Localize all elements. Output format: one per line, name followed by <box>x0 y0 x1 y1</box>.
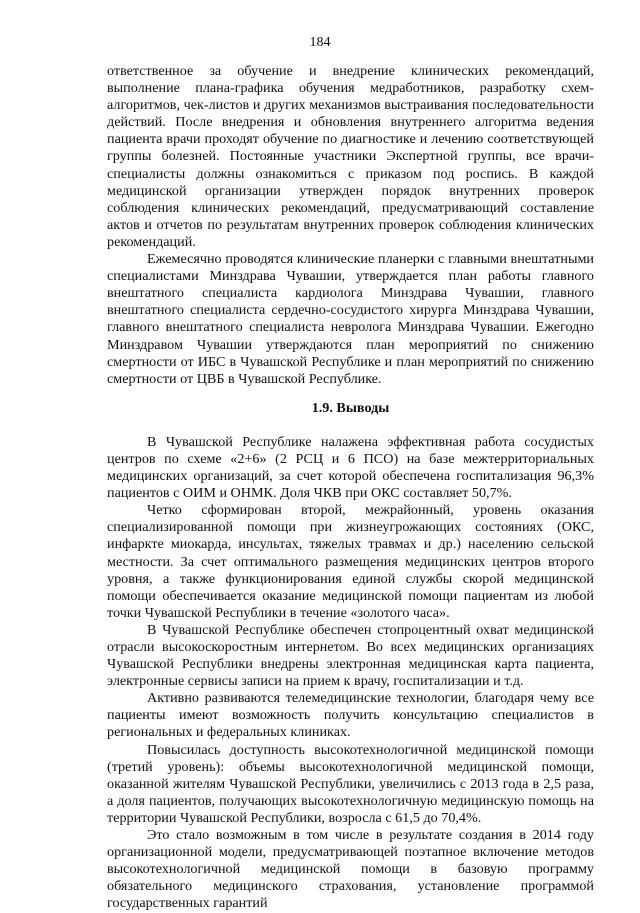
paragraph-telemedicine: Активно развиваются телемедицинские технологии, благодаря чему все пациенты имеют возможность получить консультацию специалистов в региональных и федеральных клиниках. <box>107 690 594 741</box>
paragraph-second-level-care: Четко сформирован второй, межрайонный, уровень оказания специализированной помощи при жизнеугрожающих состояниях (ОКС, инфаркте миокарда, инсультах, тяжелых травмах и др.) населению сельской местности. За счет оптимального размещения медицинских центров второго уровня, а также функционирования единой службы скорой медицинской помощи обеспечивается оказание медицинской помощи пациентам из любой точки Чувашской Республики в течение «золотого часа». <box>107 502 594 621</box>
section-heading-conclusions: 1.9. Выводы <box>311 399 390 416</box>
paragraph-monthly-meetings: Ежемесячно проводятся клинические планерки с главными внештатными специалистами Минздрава Чувашии, утверждается план работы главного внештатного специалиста кардиолога Минздрава Чувашии, главного внештатного специалиста сердечно-сосудистого хирурга Минздрава Чувашии, главного внештатного специалиста невролога Минздрава Чувашии. Ежегодно Минздравом Чувашии утверждаются план мероприятий по снижению смертности от ИБС в Чувашской Республике и план мероприятий по снижению смертности от ЦВБ в Чувашской Республике. <box>107 251 594 387</box>
page-number: 184 <box>309 35 331 50</box>
paragraph-clinical-recommendations-training: ответственное за обучение и внедрение клинических рекомендаций, выполнение плана-графика обучения медработников, разработку схем-алгоритмов, чек-листов и других механизмов выстраивания последовательности действий. После внедрения и обновления внутреннего алгоритма ведения пациента врачи проходят обучение по диагностике и лечению соответствующей группы болезней. Постоянные участники Экспертной группы, все врачи-специалисты должны ознакомиться с приказом под роспись. В каждой медицинской организации утвержден порядок внутренних проверок соблюдения клинических рекомендаций, предусматривающий составление актов и отчетов по результатам внутренних проверок соблюдения клинических рекомендаций. <box>107 63 594 250</box>
paragraph-internet-coverage: В Чувашской Республике обеспечен стопроцентный охват медицинской отрасли высокоскоростным интернетом. Во всех медицинских организациях Чувашской Республики внедрены электронная медицинская карта пациента, электронные сервисы записи на прием к врачу, госпитализации и т.д. <box>107 621 594 690</box>
paragraph-high-tech-care: Повысилась доступность высокотехнологичной медицинской помощи (третий уровень): объемы высокотехнологичной медицинской помощи, оказанной жителям Чувашской Республики, увеличились с 2013 года в 2,5 раза, а доля пациентов, получающих высокотехнологичную медицинскую помощь на территории Чувашской Республики, возросла с 61,5 до 70,4%. <box>107 741 594 826</box>
body-text <box>107 63 594 913</box>
paragraph-organizational-model: Это стало возможным в том числе в результате создания в 2014 году организационной модели, предусматривающей поэтапное включение методов высокотехнологичной медицинской помощи в базовую программу обязательного медицинского страхования, установление программой государственных гарантий <box>107 827 594 912</box>
paragraph-vascular-centers: В Чувашской Республике налажена эффективная работа сосудистых центров по схеме «2+6» (2 РСЦ и 6 ПСО) на базе межтерриториальных медицинских организаций, за счет которой обеспечена госпитализация 96,3% пациентов с ОИМ и ОНМК. Доля ЧКВ при ОКС составляет 50,7%. <box>107 433 594 502</box>
